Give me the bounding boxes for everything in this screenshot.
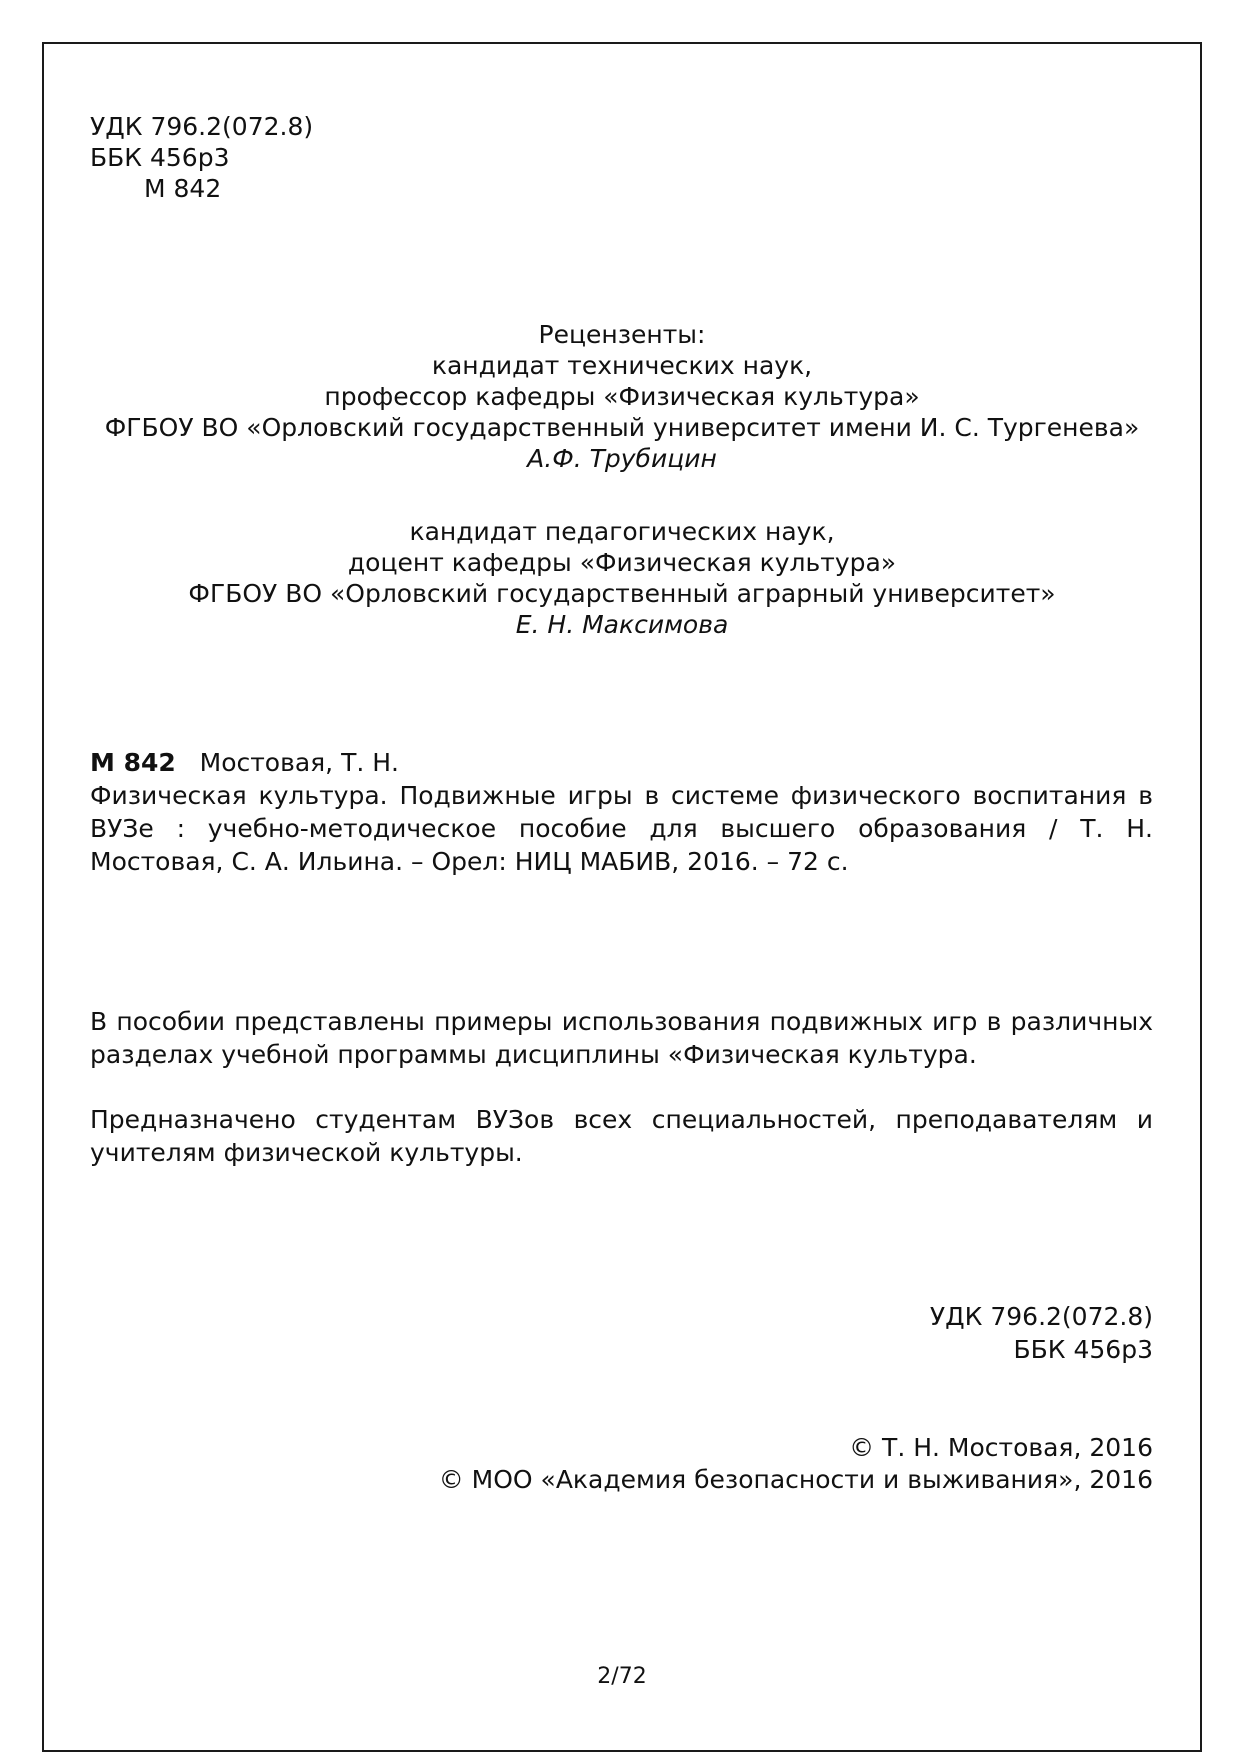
- bibliography-sign: М 842: [90, 748, 176, 777]
- reviewer2-degree: кандидат педагогических наук,: [409, 517, 835, 546]
- reviewer1-position: профессор кафедры «Физическая культура»: [324, 382, 920, 411]
- udk-bottom: УДК 796.2(072.8): [929, 1302, 1153, 1331]
- reviewer1-organization: ФГБОУ ВО «Орловский государственный университет имени И. С. Тургенева»: [104, 413, 1140, 442]
- bbk-top: ББК 456р3: [90, 143, 230, 172]
- page-number: 2/72: [597, 1664, 647, 1689]
- abstract-paragraph-1: В пособии представлены примеры использования подвижных игр в различных разделах учебной программы дисциплины «Физическая культура.: [90, 1007, 1153, 1069]
- copyright-line-2: © МОО «Академия безопасности и выживания», 2016: [438, 1465, 1153, 1494]
- reviewer1-degree: кандидат технических наук,: [431, 351, 813, 380]
- copyright-line-1: © Т. Н. Мостовая, 2016: [849, 1433, 1153, 1462]
- abstract-paragraph-2: Предназначено студентам ВУЗов всех специальностей, преподавателям и учителям физической культуры.: [90, 1105, 1153, 1167]
- bibliography-author: Мостовая, Т. Н.: [199, 748, 399, 777]
- reviewer2-position: доцент кафедры «Физическая культура»: [347, 548, 897, 577]
- reviewers-heading: Рецензенты:: [538, 320, 706, 349]
- reviewer1-name: А.Ф. Трубицин: [527, 444, 717, 473]
- reviewer2-organization: ФГБОУ ВО «Орловский государственный аграрный университет»: [188, 579, 1056, 608]
- bibliography-description: Физическая культура. Подвижные игры в системе физического воспитания в ВУЗе : учебно-методическое пособие для высшего образования / Т. Н. Мостовая, С. А. Ильина. – Орел: НИЦ МАБИВ, 2016. – 72 с.: [90, 781, 1153, 876]
- author-sign-top: М 842: [144, 174, 222, 203]
- bbk-bottom: ББК 456р3: [1013, 1335, 1153, 1364]
- bibliography-heading-line: [90, 746, 399, 779]
- udk-top: УДК 796.2(072.8): [90, 112, 314, 141]
- reviewer2-name: Е. Н. Максимова: [515, 610, 729, 639]
